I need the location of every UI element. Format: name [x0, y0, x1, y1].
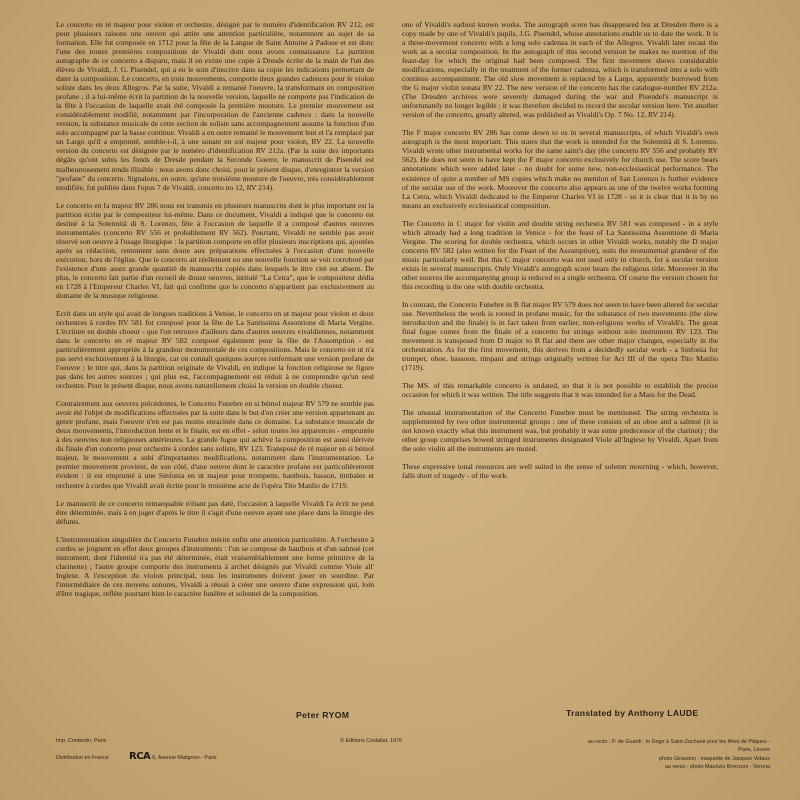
copyright-notice: © Editions Costallat, 1976 [340, 738, 403, 744]
translator-credit: Translated by Anthony LAUDE [566, 708, 699, 718]
french-paragraph: Contrairement aux oeuvres précédentes, le Concerto Funebre en si bémol majeur RV 579 ne semble pas avoir été l'objet de modifications effectuées par la suite dans le but d'en créer une version appartenant au genre profane, mais l'oeuvre n'en est pas moins enracinée dans ce domaine. La substance musicale de deux mouvements, l'introduction lente et le finale, est en effet - selon toutes les apparences - empruntée à des oeuvres non religieuses antérieures. La grande fugue qui achève la composition est aussi dérivée du finale d'un concerto pour orchestre à cordes sans soliste, RV 123. Transposé de ré majeur en si bémol majeur, le mouvement a subi d'importantes modifications, notamment dans l'instrumentation. Le premier mouvement provient, de son côté, d'une oeuvre dont le caractère profane est particulièrement évident : il est emprunté à une Sinfonia en ut majeur pour trompette, hautbois, basson, timbales et orchestre à cordes que Vivaldi avait écrite pour le troisième acte de l'opéra Tito Manlio de 1719. [56, 399, 374, 490]
rca-logo: RCA [129, 751, 151, 762]
credit-line: Paris, Louvre [738, 747, 770, 754]
french-paragraph: Ecrit dans un style qui avait de longues traditions à Venise, le concerto en ut majeur pour violon et deux orchestres à cordes RV 581 fut composé pour la fête de La Santissima Assontione di Maria Vergine. L'écriture en double choeur - que l'on retrouve d'ailleurs dans d'autres oeuvres vivaldiennes, notamment dans le concerto en ré majeur RV 582 composé également pour la fête de l'Assomption - est particulièrement appropriée à la grandeur monumentale de ces compositions. Mais le concerto en ut n'a pas servi exclusivement à la liturgie, car on connaît quelques sources renfermant une version profane de l'oeuvre ; le titre qui, dans la partition originale de Vivaldi, en indique la fonction religieuse ne figure pas dans les autres sources ; qui plus est, l'accompagnement est réduit à ne comprendre qu'un seul orchestre. Pour le présent disque, nous avons naturellement choisi la version en double choeur. [56, 308, 374, 391]
english-paragraph: The F major concerto RV 286 has come down to us in several manuscripts, of which Vivaldi's own autograph is the most important. This states that the work is intended for the Solennità di S. Lorenzo. Vivaldi wrote other instrumental works for the same saint's day (the concerto RV 556 and probably RV 562). He does not seem to have kept the F major concerto exclusively for church use. The score bears annotations which were added later - no doubt for some new, non-ecclesiastical performance. The existence of quite a number of MS copies which make no mention of San Lorenzo is further evidence of the secular use of the work. Moreover the concerto also appears as one of the twelve works forming La Cetra, which Vivaldi dedicated to the Emperor Charles VI in 1728 - so it is clear that it is by no means an exclusively ecclesiastical composition. [402, 128, 718, 210]
english-notes-column [402, 20, 718, 489]
french-paragraph: Le concerto en fa majeur RV 286 nous est transmis en plusieurs manuscrits dont le plus important est la partition écrite par le compositeur lui-même. Dans ce document, Vivaldi a indiqué que le concerto est destiné à la Solennità di S. Lorenzo, fête à l'occasion de laquelle il a composé d'autres oeuvres instrumentales (concerto RV 556 et probablement RV 562). Pourtant, Vivaldi ne semble pas avoir réservé son oeuvre à l'usage liturgique : la partition comporte en effet plusieurs inscriptions qui, ajoutées après sa rédaction, remontent sans doute aux préparations effectuées à l'occasion d'une nouvelle exécution, hors de l'église. Que le concerto ait réellement eu une nouvelle fonction se voit corroboré par l'existence d'une assez grande quantité de manuscrits copiés dans lesquels le titre cité est absent. De plus, le concerto fait partie d'un recueil de douze oeuvres, intitulé "La Cetra", que le compositeur dédia en 1728 à l'Empereur Charles VI, fait qui confirme que le concerto n'appartient pas exclusivement au domaine de la musique religieuse. [56, 200, 374, 300]
printer-credit: Imp. Contentin, Paris [56, 738, 107, 744]
english-paragraph: These expressive tonal resources are well suited to the sense of solemn mourning - which, however, falls short of tragedy - of the work. [402, 462, 718, 481]
credit-line: au recto : P. de Guardi : le Doge à Saint-Zacharie pour les fêtes de Pâques - [587, 739, 770, 745]
english-paragraph: The Concerto in C major for violin and double string orchestra RV 581 was composed - in a style which already had a long tradition in Venice - for the feast of La Santissima Assontione di Maria Vergine. The scoring for double orchestra, which occurs in other Vivaldi works, notably the D major concerto RV 582 (also written for the Feast of the Assumption), suits the monumental grandeur of the music particularly well. But this C major concerto was not used only in church, for a secular version exists in several manuscripts. Only Vivaldi's autograph score bears the religious title. Moreover in the other sources the accompanying group is reduced to a single orchestra. Of course the version chosen for this recording is the one with double orchestra. [402, 218, 718, 291]
french-paragraph: L'instrumentation singulière du Concerto Funebre mérite enfin une attention particulière. A l'orchestre à cordes se joignent en effet deux groupes d'instruments : l'un se compose de hautbois et d'un salmoè (cet instrument, dont l'identité n'a pas été déterminée, était vraisemblablement une forme primitive de la clarinette) ; l'autre groupe comporte des instruments à archet désignés par Vivaldi comme Viole all' Inglese. A l'exception du violon principal, tous les instruments doivent jouer en sourdine. Par l'intermédiaire de ces moyens sonores, Vivaldi a réussi à créer une oeuvre d'une expression qui, loin d'être tragique, reflète pourtant bien le caractère funèbre et solennel de la composition. [56, 534, 374, 598]
english-paragraph: The unusual instrumentation of the Concerto Funebre must be mentioned. The string orchestra is supplemented by two other instrumental groups : one of these consists of an oboe and a salmoè (it is not known exactly what this instrument was, but probably it was some predecessor of the clarinet) ; the other group comprises bowed stringed instruments designated Viole all'Inglese by Vivaldi. Apart from the solo violin all the instruments are muted. [402, 408, 718, 454]
english-paragraph: In contrast, the Concerto Funebre in B flat major RV 579 does not seem to have been altered for secular use. Nevertheless the work is rooted in profane music, for the substance of two movements (the slow introduction and the finale) is in fact taken from earlier, non-religious works of Vivaldi's. The great final fugue comes from the finale of a concerto for strings without solo instrument RV 123. The movement is transposed from D major to B flat and there are other major changes, especially in the orchestration. As for the first movement, this derives from a decidedly secular work - a Sinfonia for trumpet, oboe, bassoon, timpani and strings originally written for Act III of the opera Tito Manlio (1719). [402, 299, 718, 373]
french-paragraph: Le concerto en ré majeur pour violon et orchestre, désigné par le numéro d'identification RV 212, est pour plusieurs raisons une oeuvre qui attire une attention particulière, notamment au sujet de sa formation. Elle fut composée en 1712 pour la fête de la Langue de Saint Antoine à Padoue et est donc l'une des toutes premières compositions de Vivaldi dont nous avons connaissance. La partition autographe de ce concerto a disparu, mais il en existe une copie à Dresde écrite de la main de l'un des élèves de Vivaldi, J. G. Pisendel, qui a eu le soin d'inscrire dans sa copie les indications permettant de dater la composition. Le concerto, en trois mouvements, comporte deux grandes cadences pour le violon soliste dans les deux Allegros. Par la suite, Vivaldi a remanié l'oeuvre, la transformant en composition profane ; il a lui-même écrit la partition de la nouvelle version, laquelle ne comporte pas l'indication de la fête à l'occasion de laquelle avait été composée la première mouture. Le premier mouvement est considérablement modifié, notamment par l'incorporation de l'ancienne cadence : dans la nouvelle version, la substance musicale de cette section de soliste sans accompagnement assume la fonction d'un solo accompagné par la basse continue. Vivaldi a en outre remanié le mouvement lent et l'a remplacé par un Largo qu'il a emprunté, semble-t-il, à une sonate en sol majeur pour violon, RV 22. La nouvelle version du concerto est désignée par le numéro d'identification RV 212a. (Par la suite des importants dégâts qu'ont subis les fonds de Dresde pendant la Seconde Guerre, le manuscrit de Pisendel est malheureusement rendu illisible : nous avons donc choisi, pour le présent disque, d'enregistrer la version "profane" du concerto. Signalons, en outre, qu'une troisième mouture de l'oeuvre, très considérablement modifiée, fut publiée dans l'opus 7 de Vivaldi, concerto no 12, RV 214). [56, 20, 374, 192]
french-notes-column [56, 20, 374, 607]
author-signature: Peter RYOM [296, 710, 350, 720]
english-paragraph: one of Vivaldi's earliest known works. The autograph score has disappeared but at Dresden there is a copy made by one of Vivaldi's pupils, J.G. Pisendel, whose annotations enable us to date the work. It is a three-movement concerto with a long solo cadenza in each of the Allegros. Vivaldi later recast the work as a secular composition. In the autograph of this second version he makes no mention of the feast-day for which the original had been composed. The first movement shows considerable modifications, especially in the treatment of the former cadenza, which is transformed into a solo with continuo accompaniment. The old slow movement is replaced by a Largo, apparently borrowed from the G major violin sonata RV 22. The new version of the concerto has the catalogue-number RV 212a. (The Dresden archives were severely damaged during the war and Pisendel's manuscript is unfortunately no longer legible : it was therefore decided to record the secular version here. Yet another version of the concerto, greatly altered, was published as Vivaldi's Op. 7 No. 12, RV 214). [402, 20, 718, 120]
french-paragraph: Le manuscrit de ce concerto remarquable n'étant pas daté, l'occasion à laquelle Vivaldi l'a écrit ne peut être déterminée, mais à en juger d'après le titre il s'agit d'une oeuvre ayant une place dans la liturgie des défunts. [56, 498, 374, 526]
credit-line: au verso : photo Maurizio Brenzoni - Verona [664, 764, 770, 771]
english-paragraph: The MS. of this remarkable concerto is undated, so that it is not possible to establish the precise occasion for which it was written. The title suggests that it was intended for a Mass for the Dead. [402, 381, 718, 400]
distribution-label: Distribution en France [56, 755, 109, 761]
distributor-address: 9, Avenue Matignon - Paris [152, 755, 217, 761]
image-credits [500, 738, 770, 772]
credit-line: photo Giraudon : maquette de Jacques Vidaux [658, 755, 770, 762]
